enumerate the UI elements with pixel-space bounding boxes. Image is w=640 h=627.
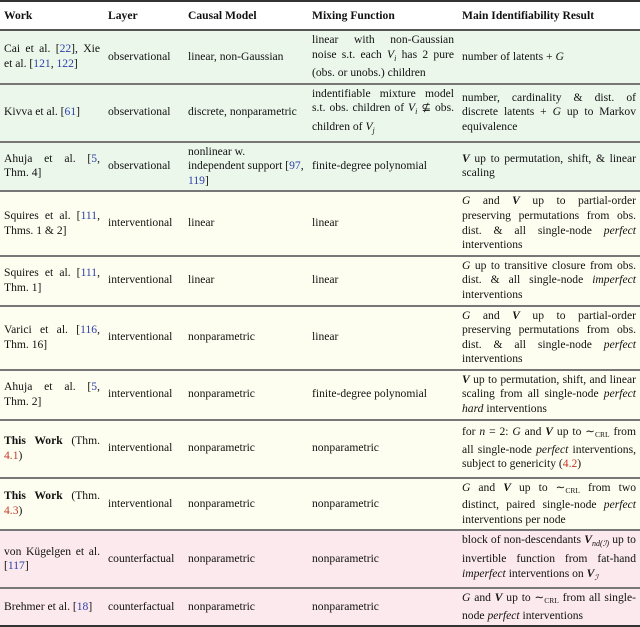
header-main-result: Main Identifiability Result	[458, 1, 640, 30]
citation-link[interactable]: 116	[80, 323, 98, 337]
cell-text: nd(ℐ)	[591, 539, 610, 549]
cell-causal	[184, 256, 308, 306]
cell-causal	[184, 306, 308, 370]
cell-layer	[104, 420, 184, 478]
cell-causal	[184, 478, 308, 531]
cell-text: linear	[312, 330, 339, 344]
cell-text: interventional	[108, 216, 173, 230]
cell-text: interventions per node	[462, 512, 566, 526]
cell-text: , Thm. 2]	[4, 380, 100, 408]
cell-text: nonparametric	[312, 441, 379, 455]
table-row	[0, 30, 640, 84]
cell-text: , Thm. 1]	[4, 266, 100, 294]
header-mixing-function: Mixing Function	[308, 1, 458, 30]
cell-text: V	[365, 119, 373, 133]
cell-text: CRL	[594, 430, 610, 440]
cell-layer	[104, 530, 184, 588]
cell-text: Brehmer et al. [	[4, 600, 77, 614]
cell-text: up to partial-order preserving permutations from obs. dist. & all single-node	[462, 308, 636, 351]
cell-text: number of latents +	[462, 49, 556, 63]
cell-result	[458, 420, 640, 478]
cell-text: up to invertible function from fat-hand	[462, 533, 636, 566]
cell-text: linear with non-Gaussian noise s.t. each	[312, 33, 454, 61]
cell-work	[0, 256, 104, 306]
cell-text: counterfactual	[108, 552, 175, 566]
cell-layer	[104, 30, 184, 84]
cell-text: linear	[312, 216, 339, 230]
cell-text: Ahuja et al. [	[4, 151, 92, 165]
cell-text: j	[372, 125, 375, 135]
cell-text: indentifiable mixture model s.t. obs. children of	[312, 86, 454, 115]
cross-reference-link[interactable]: 4.3	[4, 504, 19, 518]
cell-text: linear	[188, 216, 215, 230]
cell-text: from two distinct, paired single-node	[462, 480, 636, 512]
table-body	[0, 30, 640, 626]
cell-text: nonparametric	[312, 496, 379, 510]
cell-text: counterfactual	[108, 600, 175, 614]
cell-text: observational	[108, 159, 171, 173]
cell-text: )	[577, 457, 582, 471]
cell-text: ], Xie et al. [	[4, 42, 100, 70]
cell-text: interventional	[108, 273, 173, 287]
cell-text: G	[462, 591, 471, 605]
table-row	[0, 530, 640, 588]
cell-text: up to permutation, shift, and linear scaling from all single-node	[462, 372, 636, 401]
cell-text: V	[462, 151, 470, 165]
cell-result	[458, 84, 640, 142]
cell-text: up to transitive closure from obs. dist. & all single-node	[462, 258, 636, 287]
cell-text: i	[394, 53, 397, 63]
cell-mixing	[308, 142, 458, 192]
cell-text: V	[586, 566, 595, 580]
cell-text: V	[503, 480, 511, 494]
table-row	[0, 84, 640, 142]
table-row	[0, 370, 640, 420]
cell-mixing	[308, 370, 458, 420]
cell-causal	[184, 370, 308, 420]
table-row	[0, 191, 640, 255]
cell-text: (Thm.	[62, 489, 100, 503]
cell-text: , Thm. 16]	[4, 323, 100, 351]
cell-work	[0, 191, 104, 255]
cell-text: , Thms. 1 & 2]	[4, 208, 100, 237]
cell-text: up to Markov equivalence	[462, 105, 636, 133]
cell-text: Kivva et al. [	[4, 105, 65, 119]
cell-text: ,	[300, 159, 304, 173]
cell-result	[458, 370, 640, 420]
cell-text: perfect	[487, 608, 520, 622]
cell-text: nonparametric	[188, 552, 255, 566]
cell-text: ]	[204, 173, 209, 187]
cell-text: up to ∼	[510, 480, 566, 494]
citation-link[interactable]: 97	[289, 159, 301, 173]
cell-text: interventional	[108, 387, 173, 401]
cell-text: interventions on	[505, 566, 587, 580]
cell-text: interventions	[462, 287, 523, 301]
cell-text: for	[462, 425, 480, 439]
cell-text: CRL	[565, 485, 580, 495]
citation-link[interactable]: 111	[80, 208, 98, 222]
cell-text: This Work	[4, 489, 63, 503]
cell-text: interventional	[108, 496, 173, 510]
cell-text: observational	[108, 105, 171, 119]
cell-text: n	[479, 425, 486, 439]
cell-text: perfect	[603, 223, 636, 237]
cell-mixing	[308, 84, 458, 142]
cell-mixing	[308, 588, 458, 626]
cell-mixing	[308, 530, 458, 588]
cell-text: ,	[50, 56, 57, 70]
cell-text: interventions	[462, 352, 523, 366]
cell-text: ]	[88, 600, 93, 614]
cell-text: G	[462, 308, 471, 322]
cell-text: = 2:	[485, 425, 513, 439]
cell-work	[0, 142, 104, 192]
cell-text: and	[470, 591, 495, 605]
cell-text: G	[462, 258, 471, 272]
cell-text: V	[584, 533, 592, 547]
cell-work	[0, 588, 104, 626]
cell-layer	[104, 370, 184, 420]
cell-text: number, cardinality & dist. of discrete latents +	[462, 90, 636, 119]
cell-text: (Thm.	[62, 434, 100, 448]
citation-link[interactable]: 119	[188, 173, 205, 187]
cell-result	[458, 30, 640, 84]
cell-text: V	[408, 101, 416, 115]
citation-link[interactable]: 61	[64, 105, 77, 119]
cell-work	[0, 306, 104, 370]
citation-link[interactable]: 18	[76, 600, 89, 614]
cell-causal	[184, 588, 308, 626]
cell-layer	[104, 191, 184, 255]
citation-link[interactable]: 121	[33, 56, 51, 70]
table-row	[0, 478, 640, 531]
cell-result	[458, 530, 640, 588]
cell-causal	[184, 530, 308, 588]
cell-text: ]	[73, 56, 78, 70]
citation-link[interactable]: 5	[91, 380, 98, 394]
cell-text: ]	[24, 559, 29, 573]
cell-text: nonparametric	[188, 441, 255, 455]
cell-text: This Work	[4, 434, 63, 448]
cell-text: V	[494, 591, 503, 605]
cell-work	[0, 30, 104, 84]
cell-text: nonparametric	[188, 387, 255, 401]
cell-text: nonparametric	[188, 600, 255, 614]
table-row	[0, 142, 640, 192]
cell-mixing	[308, 256, 458, 306]
cell-text: has 2 pure (obs. or unobs.) children	[312, 47, 454, 80]
cell-causal	[184, 84, 308, 142]
cell-text: nonlinear w. independent support [	[188, 144, 290, 173]
cell-text: interventional	[108, 441, 173, 455]
cell-mixing	[308, 420, 458, 478]
cell-text: interventional	[108, 330, 173, 344]
cell-text: and	[470, 480, 504, 494]
cross-reference-link[interactable]: 4.2	[562, 457, 578, 471]
cell-text: G	[555, 49, 564, 63]
cell-text: nonparametric	[188, 496, 255, 510]
cell-text: linear	[188, 273, 215, 287]
cell-text: nonparametric	[312, 552, 379, 566]
cell-layer	[104, 142, 184, 192]
cell-text: , Thm. 4]	[4, 151, 100, 180]
cell-text: )	[18, 448, 23, 462]
cell-text: perfect hard	[462, 387, 636, 416]
citation-link[interactable]: 5	[91, 151, 98, 165]
cell-text: Squires et al. [	[4, 208, 81, 222]
cell-text: G	[552, 105, 561, 119]
table-row	[0, 420, 640, 478]
cell-result	[458, 142, 640, 192]
cell-text: Ahuja et al. [	[4, 380, 92, 394]
table-row	[0, 588, 640, 626]
cell-causal	[184, 30, 308, 84]
cell-work	[0, 478, 104, 531]
cell-text: up to ∼	[553, 425, 595, 439]
cell-work	[0, 420, 104, 478]
cell-text: Squires et al. [	[4, 266, 81, 280]
cell-work	[0, 530, 104, 588]
citation-link[interactable]: 122	[56, 56, 74, 70]
cell-work	[0, 370, 104, 420]
cell-text: perfect	[603, 498, 636, 512]
cell-layer	[104, 84, 184, 142]
cell-text: G	[512, 425, 521, 439]
cell-result	[458, 256, 640, 306]
cell-causal	[184, 142, 308, 192]
header-causal-model: Causal Model	[184, 1, 308, 30]
cell-result	[458, 306, 640, 370]
cell-text: ]	[76, 105, 80, 119]
cell-text: CRL	[544, 596, 559, 606]
cell-text: nonparametric	[188, 330, 255, 344]
table-row	[0, 256, 640, 306]
table-row	[0, 306, 640, 370]
cell-text: imperfect	[462, 566, 506, 580]
cell-text: Varici et al. [	[4, 323, 81, 337]
cross-reference-link[interactable]: 4.1	[4, 448, 19, 462]
cell-mixing	[308, 191, 458, 255]
cell-work	[0, 84, 104, 142]
cell-text: V	[387, 47, 395, 61]
cell-causal	[184, 420, 308, 478]
cell-text: block of non-descendants	[462, 533, 585, 547]
cell-text: interventions	[462, 238, 523, 252]
cell-layer	[104, 478, 184, 531]
cell-text: linear	[312, 273, 339, 287]
cell-text: finite-degree polynomial	[312, 387, 427, 401]
cell-mixing	[308, 478, 458, 531]
header-row	[0, 1, 640, 30]
citation-link[interactable]: 117	[7, 559, 25, 573]
cell-text: and	[470, 308, 513, 322]
cell-text: finite-degree polynomial	[312, 159, 427, 173]
cell-text: up to permutation, shift, & linear scaling	[462, 151, 636, 180]
cell-text: interventions, subject to genericity (	[462, 442, 636, 471]
citation-link[interactable]: 22	[59, 42, 72, 56]
cell-text: from all single-node	[462, 425, 636, 456]
cell-mixing	[308, 30, 458, 84]
cell-text: G	[462, 194, 471, 208]
cell-text: von Kügelgen et al. [	[4, 544, 100, 573]
cell-text: interventions	[519, 608, 584, 622]
cell-result	[458, 478, 640, 531]
cell-text: V	[512, 308, 520, 322]
citation-link[interactable]: 111	[80, 266, 98, 280]
cell-text: from all single-node	[462, 591, 636, 622]
cell-text: V	[512, 194, 520, 208]
cell-text: and	[470, 194, 513, 208]
cell-causal	[184, 191, 308, 255]
cell-result	[458, 588, 640, 626]
cell-text: interventions	[483, 402, 547, 416]
header-layer: Layer	[104, 1, 184, 30]
cell-layer	[104, 588, 184, 626]
cell-text: linear, non-Gaussian	[188, 49, 284, 63]
cell-result	[458, 191, 640, 255]
cell-text: V	[462, 372, 470, 386]
cell-text: V	[545, 425, 554, 439]
cell-layer	[104, 256, 184, 306]
cell-text: nonparametric	[312, 600, 379, 614]
cell-text: up to partial-order preserving permutations from obs. dist. & all single-node	[462, 194, 636, 237]
cell-text: observational	[108, 49, 171, 63]
cell-text: ⊈ obs. children of	[312, 101, 454, 133]
cell-text: discrete, nonparametric	[188, 105, 297, 119]
cell-text: G	[462, 480, 471, 494]
cell-text: perfect	[603, 337, 636, 351]
cell-text: and	[520, 425, 546, 439]
cell-text: Cai et al. [	[4, 42, 60, 56]
cell-text: i	[415, 107, 418, 117]
cell-text: ℐ	[594, 572, 599, 582]
header-work: Work	[0, 1, 104, 30]
cell-layer	[104, 306, 184, 370]
cell-mixing	[308, 306, 458, 370]
cell-text: up to ∼	[502, 591, 545, 605]
cell-text: imperfect	[592, 273, 636, 287]
cell-text: )	[18, 504, 23, 518]
cell-text: perfect	[536, 442, 569, 456]
